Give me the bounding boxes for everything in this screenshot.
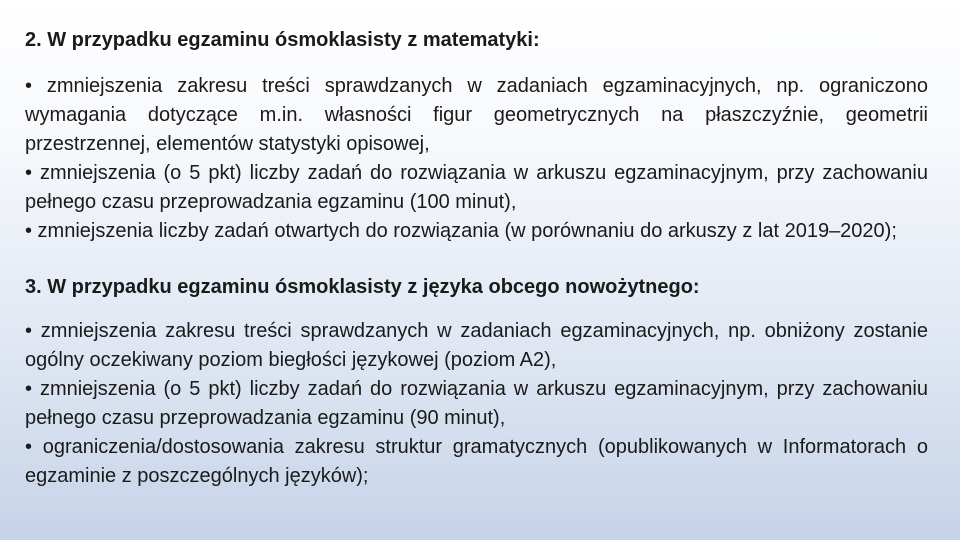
section-2-heading: 2. W przypadku egzaminu ósmoklasisty z matematyki: (25, 29, 540, 51)
section-3-item: • zmniejszenia (o 5 pkt) liczby zadań do rozwiązania w arkuszu egzaminacyjnym, przy zachowaniu pełnego czasu przeprowadzania egzaminu (90 minut), (25, 378, 928, 429)
section-3-item: • ograniczenia/dostosowania zakresu struktur gramatycznych (opublikowanych w Informatorach o egzaminie z poszczególnych języków); (25, 436, 928, 487)
slide-content (25, 24, 928, 491)
section-2-list (25, 72, 928, 246)
section-3-item: • zmniejszenia zakresu treści sprawdzanych w zadaniach egzaminacyjnych, np. obniżony zostanie ogólny oczekiwany poziom biegłości językowej (poziom A2), (25, 320, 928, 371)
section-2-item: • zmniejszenia (o 5 pkt) liczby zadań do rozwiązania w arkuszu egzaminacyjnym, przy zachowaniu pełnego czasu przeprowadzania egzaminu (100 minut), (25, 162, 928, 213)
section-2-item: • zmniejszenia liczby zadań otwartych do rozwiązania (w porównaniu do arkuszy z lat 2019–2020); (25, 220, 897, 242)
section-2-item: • zmniejszenia zakresu treści sprawdzanych w zadaniach egzaminacyjnych, np. ograniczono wymagania dotyczące m.in. własności figur geometrycznych na płaszczyźnie, geometrii przestrzennej, elementów statystyki opisowej, (25, 75, 928, 155)
section-3-heading: 3. W przypadku egzaminu ósmoklasisty z języka obcego nowożytnego: (25, 276, 700, 298)
section-3-list (25, 317, 928, 491)
